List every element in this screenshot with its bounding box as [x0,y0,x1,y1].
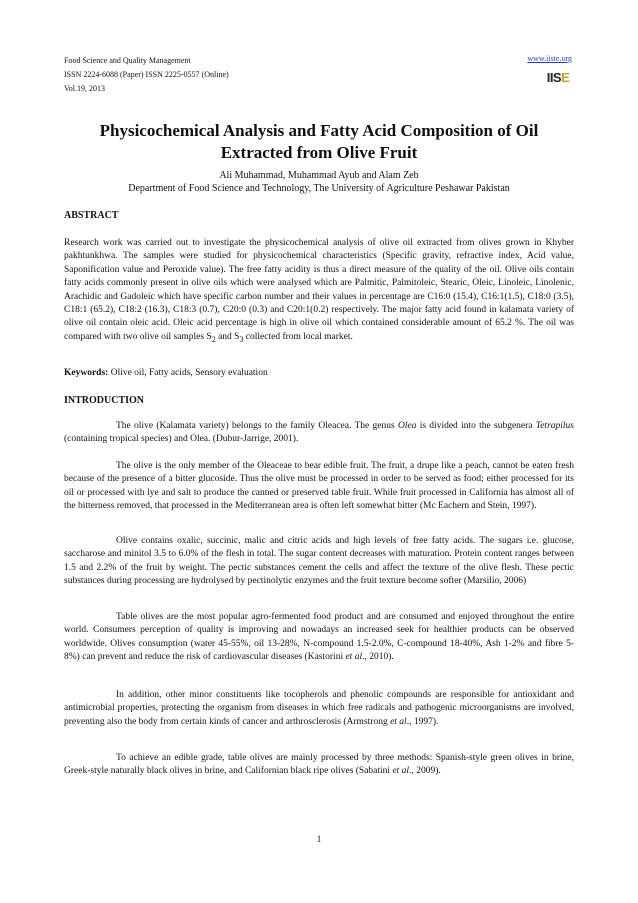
journal-url-link[interactable]: www.iiste.org [527,54,572,63]
journal-issn: ISSN 2224-6088 (Paper) ISSN 2225-0557 (Online) [64,70,229,79]
journal-name: Food Science and Quality Management [64,56,191,65]
introduction-heading: INTRODUCTION [64,395,145,406]
intro-paragraph-1: The olive (Kalamata variety) belongs to the family Oleacea. The genus Olea is divided into the subgenera Tetrapilus (containing tropical species) and Olea. (Dubur-Jarrige, 2001). [64,421,574,445]
page-number: 1 [316,834,322,844]
intro-paragraph-3: Olive contains oxalic, succinic, malic and citric acids and high levels of free fatty acids. The sugars i.e. glucose, saccharose and minitol 3.5 to 6.0% of the flesh in total. The sugar content decreases with maturation. Protein content ranges between 1.5 and 2.2% of the fruit by weight. The pectic substances cement the cells and affect the texture of the olive flesh. These pectic substances during processing are hydrolysed by pectinolytic enzymes and the fruit texture become softer (Marsilio, 2006) [64,536,574,587]
abstract-text: Research work was carried out to investigate the physicochemical analysis of olive oil extracted from olives grown in Khyber pakhtunkhwa. The samples were studied for physicochemical characteristics (Specific gravity, refractive index, Acid value, Saponification value and Peroxide value). The free fatty acidity is thus a direct measure of the quality of the oil. Olive oils contain fatty acids commonly present in olive oils which were analysed which are Palmitic, Palmitoleic, Stearic, Oleic, Linoleic, Linolenic, Arachidic and Gadoleic which have specific carbon number and their values in percentage are C16:0 (15.4), C16:1(1.5), C18:0 (3.5), C18:1 (65.2), C18:2 (16.3), C18:3 (0.7), C20:0 (0.3) and C20:1(0.2) respectively. The major fatty acid found in kalamata variety of olive oil contain oleic acid. Oleic acid percentage is high in olive oil which contained considerable amount of 65.2 %. The oil was compared with two olive oil samples $S_2$ and $S_3$ collected from local market. [64,238,574,344]
journal-volume: Vol.19, 2013 [64,84,105,93]
iiste-logo [544,69,572,87]
logo-text-b: E [561,70,570,85]
intro-paragraph-4: Table olives are the most popular agro-fermented food product and are consumed and enjoyed throughout the entire world. Consumers perception of quality is improving and nowadays an increased seek for healthier products can be observed worldwide. Olives consumption (water 45-55%, oil 13-28%, N-compound 1.5-2.0%, C-compound 18-40%, Ash 1-2% and fibre 5-8%) can prevent and reduce the risk of cardiovascular diseases (Kastorini et al., 2010). [64,612,574,663]
keywords-text: Olive oil, Fatty acids, Sensory evaluation [108,368,268,378]
keywords-line [64,368,268,378]
logo-text-a: IIS [546,70,562,85]
paper-title: Physicochemical Analysis and Fatty Acid Composition of Oil Extracted from Olive Fruit [99,121,539,162]
abstract-heading: ABSTRACT [64,210,119,221]
paper-authors: Ali Muhammad, Muhammad Ayub and Alam Zeb [219,170,419,181]
intro-paragraph-5: In addition, other minor constituents like tocopherols and phenolic compounds are responsible for antioxidant and antimicrobial properties, protecting the organism from diseases in which free radicals and pathogenic microorganisms are involved, preventing also the body from certain kinds of cancer and arthrosclerosis (Armstrong et al., 1997). [64,690,574,727]
keywords-label: Keywords: [64,368,109,378]
author-affiliation: Department of Food Science and Technology, The University of Agriculture Peshawar Pakistan [128,183,510,194]
intro-paragraph-6: To achieve an edible grade, table olives are mainly processed by three methods: Spanish-style green olives in brine, Greek-style naturally black olives in brine, and Californian black ripe olives (Sabatini et al., 2009). [64,753,574,777]
journal-header [64,54,229,96]
intro-paragraph-2: The olive is the only member of the Oleaceae to bear edible fruit. The fruit, a drupe like a peach, cannot be eaten fresh because of the presence of a bitter glucoside. Thus the olive must be processed in order to be served as food; either processed for its oil or processed with lye and salt to produce the canned or preserved table fruit. While fruit processed in California has almost all of the bitterness removed, that processed in the Mediterranean area is often left somewhat bitter (Mc Eachern and Stein, 1997). [64,461,574,512]
